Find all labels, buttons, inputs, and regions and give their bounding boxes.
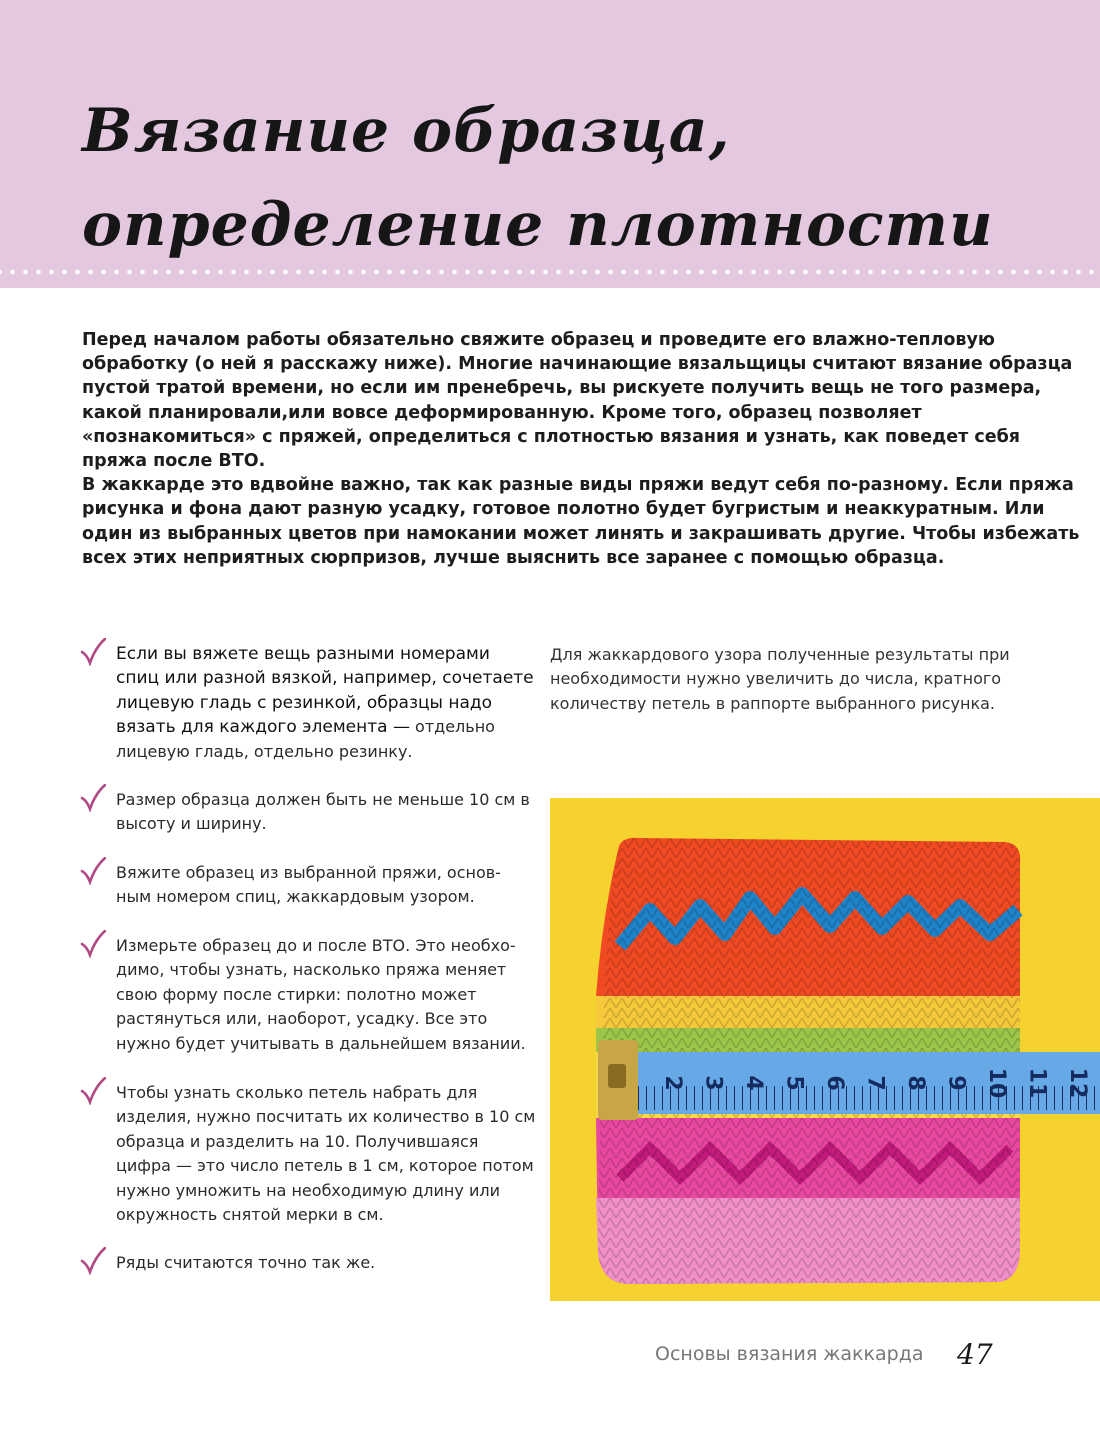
tape-number: 3 [700, 1075, 726, 1091]
checkmark-icon [80, 930, 106, 958]
list-item-rest: отдельно лицевую гладь, отдельно резинку. [116, 717, 495, 761]
tape-number: 4 [741, 1075, 766, 1091]
side-note: Для жаккардового узора полученные результаты при необходимости нужно увеличить до числа, кратного количеству петель в раппорте выбранного рисунка. [550, 645, 1010, 713]
list-item-text: Чтобы узнать сколько петель набрать для изделия, нужно посчитать их количество в 10 см образца и разделить на 10. Получившаяся цифра — это число петель в 1 см, которое потом нужно умножить на необходимую длину или окружность снятой мерки в см. [116, 1083, 536, 1225]
checkmark-icon [80, 638, 106, 666]
checkmark-icon [80, 857, 106, 885]
dotted-divider [0, 268, 1100, 276]
tape-number: 7 [862, 1075, 888, 1091]
checkmark-icon [80, 784, 106, 812]
page-title-line-1: Вязание образца, [82, 96, 731, 166]
list-item-text: Вяжите образец из выбранной пряжи, основ-ным номером спиц, жаккардовым узором. [116, 863, 501, 907]
tape-number: 11 [1024, 1067, 1050, 1099]
tape-number: 12 [1065, 1067, 1090, 1099]
tape-number: 10 [984, 1067, 1009, 1099]
swatch-photo [550, 798, 1100, 1301]
tape-number: 8 [903, 1075, 928, 1091]
list-item-text [116, 642, 536, 764]
page-number: 47 [957, 1338, 993, 1371]
tape-number: 9 [943, 1075, 969, 1091]
list-item-text: Ряды считаются точно так же. [116, 1253, 376, 1272]
tape-number: 5 [781, 1075, 807, 1091]
checkmark-icon [80, 1077, 106, 1105]
checkmark-icon [80, 1247, 106, 1275]
list-item-text: Размер образца должен быть не меньше 10 см в высоту и ширину. [116, 790, 530, 834]
list-item-text: Измерьте образец до и после ВТО. Это необхо-димо, чтобы узнать, насколько пряжа меняет свою форму после стирки: полотно может растянуться или, наоборот, усадку. Все это нужно будет учитывать в дальнейшем вязании. [116, 936, 526, 1053]
intro-paragraph-2: В жаккарде это вдвойне важно, так как разные виды пряжи ведут себя по-разному. Если пряжа рисунка и фона дают разную усадку, готовое полотно будет бугристым и неаккуратным. Или один из выбранных цветов при намокании может линять и закрашивать другие. Чтобы избежать всех этих неприятных сюрпризов, лучше выяснить все заранее с помощью образца. [82, 475, 1080, 568]
page-title-line-2: определение плотности [82, 190, 994, 260]
tape-number: 2 [660, 1075, 685, 1091]
list-item-lead: Если вы вяжете вещь разными номерами спиц или разной вязкой, например, сочетаете лицевую гладь с резинкой, образцы надо вязать для каждого элемента — [116, 644, 534, 738]
running-footer: Основы вязания жаккарда [655, 1343, 924, 1365]
intro-paragraph-1: Перед началом работы обязательно свяжите образец и проведите его влажно-тепловую обработку (о ней я расскажу ниже). Многие начинающие вязальщицы считают вязание образца пустой тратой времени, но если им пренебречь, вы рискуете получить вещь не того размера, какой планировали,или вовсе деформированную. Кроме того, образец позволяет «познакомиться» с пряжей, определиться с плотностью вязания и узнать, как поведет себя пряжа после ВТО. [82, 330, 1073, 472]
intro-text [82, 328, 1082, 570]
tape-number: 6 [822, 1075, 847, 1091]
